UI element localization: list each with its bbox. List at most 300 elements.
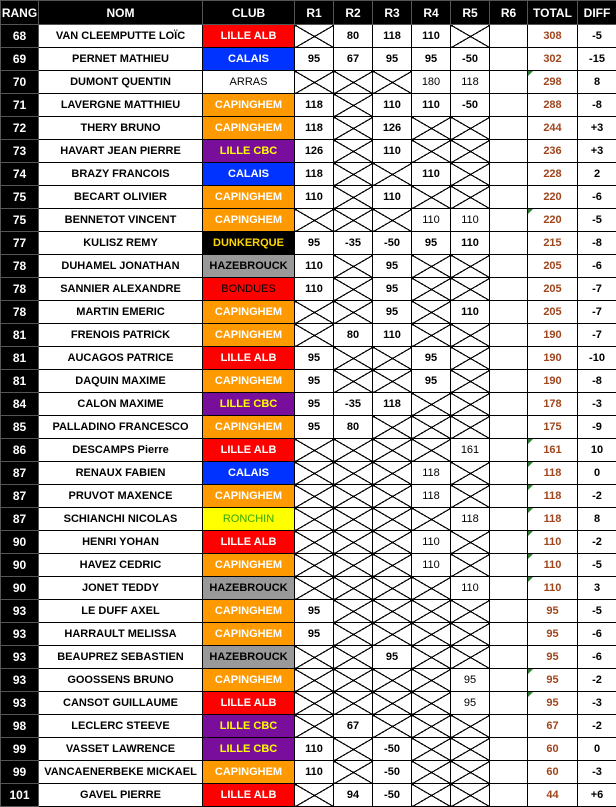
round-4-absent-mark [412,646,451,669]
table-row [1,485,616,508]
total-score: 288 [528,94,578,117]
club-badge: CAPINGHEM [203,94,295,117]
round-5-absent-mark [451,163,490,186]
player-name: VASSET LAWRENCE [39,738,203,761]
round-1-score: 110 [295,738,334,761]
player-name: AUCAGOS PATRICE [39,347,203,370]
total-value: 118 [544,490,562,502]
round-4-absent-mark [412,784,451,807]
player-name: DESCAMPS Pierre [39,439,203,462]
round-1-absent-mark [295,715,334,738]
round-4-score: 110 [412,554,451,577]
round-3-absent-mark [373,623,412,646]
round-3-score: 110 [373,186,412,209]
rank-diff: -8 [578,232,616,255]
total-value: 110 [544,559,562,571]
rank-cell: 78 [1,301,39,324]
round-5-absent-mark [451,554,490,577]
round-6-score [490,761,528,784]
round-6-score [490,485,528,508]
club-badge: ARRAS [203,71,295,94]
round-1-score: 118 [295,117,334,140]
table-row [1,462,616,485]
total-score: 308 [528,25,578,48]
rank-cell: 75 [1,209,39,232]
round-1-score: 118 [295,94,334,117]
round-6-score [490,209,528,232]
rank-cell: 72 [1,117,39,140]
round-6-score [490,140,528,163]
rank-diff: -6 [578,646,616,669]
total-score [528,462,578,485]
round-4-score: 110 [412,94,451,117]
total-value: 298 [543,76,561,88]
rank-diff: -3 [578,761,616,784]
rank-cell: 78 [1,255,39,278]
total-score [528,577,578,600]
comment-marker-icon [528,71,533,76]
rank-cell: 93 [1,600,39,623]
round-4-absent-mark [412,186,451,209]
round-5-absent-mark [451,370,490,393]
round-2-absent-mark [334,439,373,462]
rank-diff: -5 [578,554,616,577]
round-2-absent-mark [334,255,373,278]
total-score: 190 [528,370,578,393]
player-name: GOOSSENS BRUNO [39,669,203,692]
round-6-score [490,393,528,416]
round-2-absent-mark [334,163,373,186]
round-5-score: 118 [451,71,490,94]
round-5-absent-mark [451,784,490,807]
player-name: DUHAMEL JONATHAN [39,255,203,278]
round-4-absent-mark [412,761,451,784]
total-score [528,554,578,577]
player-name: HARRAULT MELISSA [39,623,203,646]
rank-diff: -8 [578,370,616,393]
round-5-absent-mark [451,278,490,301]
player-name: GAVEL PIERRE [39,784,203,807]
player-name: BEAUPREZ SEBASTIEN [39,646,203,669]
round-1-absent-mark [295,485,334,508]
total-score: 95 [528,600,578,623]
round-1-score: 95 [295,623,334,646]
rank-diff: 10 [578,439,616,462]
round-2-absent-mark [334,508,373,531]
round-3-absent-mark [373,416,412,439]
total-score: 95 [528,646,578,669]
round-5-absent-mark [451,25,490,48]
round-3-absent-mark [373,554,412,577]
table-row [1,25,616,48]
total-score: 67 [528,715,578,738]
round-1-absent-mark [295,25,334,48]
round-4-absent-mark [412,278,451,301]
round-6-score [490,508,528,531]
header-total: TOTAL [528,1,578,25]
rank-cell: 81 [1,324,39,347]
club-badge: CAPINGHEM [203,416,295,439]
club-badge: CALAIS [203,48,295,71]
round-6-score [490,370,528,393]
club-badge: CAPINGHEM [203,761,295,784]
round-6-score [490,554,528,577]
table-row [1,301,616,324]
table-row [1,439,616,462]
table-row [1,600,616,623]
table-row [1,94,616,117]
total-score: 175 [528,416,578,439]
table-row [1,554,616,577]
header-diff: DIFF [578,1,616,25]
total-value: 220 [543,214,561,226]
header-rang: RANG [1,1,39,25]
round-1-absent-mark [295,784,334,807]
rank-cell: 81 [1,347,39,370]
player-name: HENRI YOHAN [39,531,203,554]
round-2-score: 67 [334,48,373,71]
comment-marker-icon [528,577,533,582]
total-value: 118 [544,513,562,525]
round-2-absent-mark [334,577,373,600]
club-badge: CAPINGHEM [203,186,295,209]
round-6-score [490,232,528,255]
round-4-absent-mark [412,577,451,600]
round-3-absent-mark [373,71,412,94]
rank-diff: -6 [578,255,616,278]
round-6-score [490,163,528,186]
rank-cell: 93 [1,669,39,692]
total-score: 60 [528,738,578,761]
header-row [1,1,616,25]
round-3-absent-mark [373,439,412,462]
club-badge: LILLE ALB [203,25,295,48]
rank-diff: -3 [578,393,616,416]
round-4-absent-mark [412,692,451,715]
round-4-absent-mark [412,439,451,462]
round-6-score [490,531,528,554]
player-name: FRENOIS PATRICK [39,324,203,347]
rank-diff: 3 [578,577,616,600]
round-5-score: 110 [451,301,490,324]
round-6-score [490,324,528,347]
round-6-score [490,347,528,370]
total-score [528,71,578,94]
club-badge: HAZEBROUCK [203,255,295,278]
round-5-absent-mark [451,761,490,784]
rank-cell: 98 [1,715,39,738]
round-1-absent-mark [295,531,334,554]
rank-cell: 81 [1,370,39,393]
round-3-score: -50 [373,738,412,761]
rank-cell: 90 [1,531,39,554]
round-3-absent-mark [373,577,412,600]
rank-cell: 90 [1,577,39,600]
player-name: CANSOT GUILLAUME [39,692,203,715]
round-5-absent-mark [451,646,490,669]
round-3-score: 118 [373,25,412,48]
total-score: 60 [528,761,578,784]
total-value: 95 [546,697,558,709]
table-row [1,163,616,186]
player-name: MARTIN EMERIC [39,301,203,324]
round-2-absent-mark [334,531,373,554]
rank-cell: 73 [1,140,39,163]
round-5-absent-mark [451,393,490,416]
rank-cell: 78 [1,278,39,301]
round-2-score: -35 [334,393,373,416]
club-badge: CAPINGHEM [203,209,295,232]
round-1-score: 110 [295,278,334,301]
total-score: 190 [528,324,578,347]
round-2-score: 94 [334,784,373,807]
total-score [528,209,578,232]
rank-cell: 84 [1,393,39,416]
rank-diff: -2 [578,669,616,692]
club-badge: CAPINGHEM [203,600,295,623]
table-row [1,370,616,393]
player-name: BECART OLIVIER [39,186,203,209]
total-score: 215 [528,232,578,255]
player-name: PRUVOT MAXENCE [39,485,203,508]
total-score: 302 [528,48,578,71]
table-row [1,393,616,416]
round-5-score: 95 [451,669,490,692]
table-row [1,646,616,669]
rank-cell: 93 [1,692,39,715]
round-3-absent-mark [373,462,412,485]
club-badge: CAPINGHEM [203,370,295,393]
club-badge: LILLE ALB [203,784,295,807]
round-1-score: 95 [295,416,334,439]
round-4-absent-mark [412,324,451,347]
round-2-absent-mark [334,94,373,117]
player-name: HAVART JEAN PIERRE [39,140,203,163]
comment-marker-icon [528,531,533,536]
table-row [1,577,616,600]
round-3-absent-mark [373,692,412,715]
club-badge: HAZEBROUCK [203,646,295,669]
rank-diff: -10 [578,347,616,370]
club-badge: LILLE CBC [203,738,295,761]
table-row [1,278,616,301]
round-2-absent-mark [334,117,373,140]
round-1-score: 110 [295,186,334,209]
round-4-absent-mark [412,715,451,738]
club-badge: LILLE CBC [203,715,295,738]
round-6-score [490,738,528,761]
round-3-score: 110 [373,94,412,117]
rank-diff: -9 [578,416,616,439]
comment-marker-icon [528,439,533,444]
round-6-score [490,94,528,117]
round-6-score [490,416,528,439]
club-badge: CAPINGHEM [203,669,295,692]
round-5-absent-mark [451,738,490,761]
player-name: LECLERC STEEVE [39,715,203,738]
round-2-score: -35 [334,232,373,255]
header-r5: R5 [451,1,490,25]
rank-cell: 71 [1,94,39,117]
total-score [528,692,578,715]
round-6-score [490,669,528,692]
round-4-score: 110 [412,163,451,186]
round-4-score: 95 [412,347,451,370]
round-3-absent-mark [373,485,412,508]
round-3-score: 110 [373,140,412,163]
round-1-absent-mark [295,554,334,577]
table-row [1,692,616,715]
round-3-absent-mark [373,669,412,692]
club-badge: LILLE ALB [203,347,295,370]
round-5-score: 110 [451,577,490,600]
rank-diff: 0 [578,462,616,485]
round-3-score: 118 [373,393,412,416]
rank-cell: 74 [1,163,39,186]
rank-diff: +3 [578,140,616,163]
table-row [1,508,616,531]
round-6-score [490,646,528,669]
round-3-score: 95 [373,301,412,324]
round-3-score: 110 [373,324,412,347]
table-row [1,715,616,738]
round-6-score [490,577,528,600]
table-row [1,71,616,94]
round-5-score: -50 [451,94,490,117]
rank-cell: 69 [1,48,39,71]
table-row [1,255,616,278]
rank-diff: -5 [578,25,616,48]
club-badge: RONCHIN [203,508,295,531]
round-4-score: 110 [412,25,451,48]
round-2-absent-mark [334,301,373,324]
club-badge: HAZEBROUCK [203,577,295,600]
player-name: JONET TEDDY [39,577,203,600]
rank-diff: -7 [578,278,616,301]
round-4-absent-mark [412,416,451,439]
round-1-score: 110 [295,255,334,278]
total-score: 244 [528,117,578,140]
total-score: 236 [528,140,578,163]
total-score [528,508,578,531]
total-value: 110 [544,582,562,594]
round-6-score [490,117,528,140]
round-2-absent-mark [334,485,373,508]
player-name: PERNET MATHIEU [39,48,203,71]
round-2-absent-mark [334,623,373,646]
rank-diff: -7 [578,324,616,347]
rank-diff: -3 [578,692,616,715]
comment-marker-icon [528,209,533,214]
round-4-absent-mark [412,301,451,324]
total-value: 110 [544,536,562,548]
round-4-score: 95 [412,370,451,393]
comment-marker-icon [528,485,533,490]
header-r3: R3 [373,1,412,25]
total-value: 118 [544,467,562,479]
total-score: 178 [528,393,578,416]
club-badge: LILLE ALB [203,531,295,554]
total-score [528,531,578,554]
round-4-score: 110 [412,209,451,232]
round-4-absent-mark [412,669,451,692]
round-6-score [490,600,528,623]
rank-diff: -5 [578,600,616,623]
total-value: 161 [543,444,561,456]
player-name: THERY BRUNO [39,117,203,140]
total-score: 205 [528,301,578,324]
round-5-score: 118 [451,508,490,531]
round-3-absent-mark [373,600,412,623]
club-badge: CAPINGHEM [203,301,295,324]
rank-cell: 68 [1,25,39,48]
round-2-absent-mark [334,347,373,370]
round-2-absent-mark [334,692,373,715]
round-3-score: 126 [373,117,412,140]
rank-diff: +6 [578,784,616,807]
player-name: KULISZ REMY [39,232,203,255]
round-5-absent-mark [451,623,490,646]
total-score: 205 [528,278,578,301]
round-1-score: 95 [295,347,334,370]
round-5-absent-mark [451,531,490,554]
round-1-score: 95 [295,370,334,393]
round-3-absent-mark [373,163,412,186]
round-1-absent-mark [295,646,334,669]
round-1-score: 95 [295,232,334,255]
total-score [528,439,578,462]
round-5-score: 161 [451,439,490,462]
round-5-absent-mark [451,255,490,278]
header-nom: NOM [39,1,203,25]
round-6-score [490,301,528,324]
table-row [1,761,616,784]
round-1-absent-mark [295,462,334,485]
rank-diff: -7 [578,301,616,324]
rank-diff: -2 [578,531,616,554]
club-badge: CAPINGHEM [203,554,295,577]
player-name: VANCAENERBEKE MICKAEL [39,761,203,784]
round-3-score: 95 [373,48,412,71]
round-1-score: 126 [295,140,334,163]
rank-diff: 8 [578,71,616,94]
player-name: BENNETOT VINCENT [39,209,203,232]
table-row [1,324,616,347]
round-6-score [490,462,528,485]
round-3-absent-mark [373,508,412,531]
rank-diff: -8 [578,94,616,117]
rank-cell: 87 [1,508,39,531]
round-4-absent-mark [412,393,451,416]
table-row [1,186,616,209]
total-score: 228 [528,163,578,186]
round-2-absent-mark [334,646,373,669]
round-5-absent-mark [451,715,490,738]
round-3-absent-mark [373,531,412,554]
club-badge: LILLE CBC [203,140,295,163]
total-score: 44 [528,784,578,807]
round-5-score: 95 [451,692,490,715]
round-3-absent-mark [373,347,412,370]
round-5-absent-mark [451,140,490,163]
club-badge: BONDUES [203,278,295,301]
club-badge: CAPINGHEM [203,324,295,347]
round-3-absent-mark [373,209,412,232]
round-4-absent-mark [412,738,451,761]
round-3-score: 95 [373,278,412,301]
round-1-absent-mark [295,508,334,531]
round-5-absent-mark [451,416,490,439]
